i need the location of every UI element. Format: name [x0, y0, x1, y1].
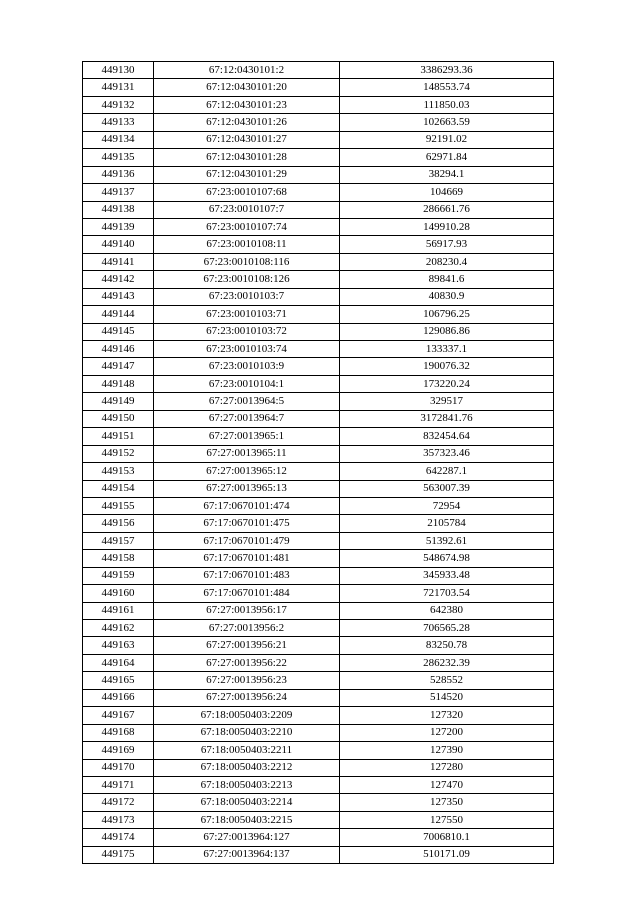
cadastral-number-cell: 67:23:0010103:9 — [154, 358, 340, 375]
value-cell: 62971.84 — [340, 149, 554, 166]
cadastral-number-cell: 67:27:0013965:1 — [154, 428, 340, 445]
row-id-cell: 449137 — [83, 184, 154, 201]
value-cell: 510171.09 — [340, 846, 554, 863]
cadastral-number-cell: 67:23:0010107:7 — [154, 201, 340, 218]
table-row — [83, 428, 554, 445]
table-row — [83, 166, 554, 183]
row-id-cell: 449165 — [83, 672, 154, 689]
row-id-cell: 449160 — [83, 585, 154, 602]
value-cell: 3386293.36 — [340, 62, 554, 79]
cadastral-number-cell: 67:27:0013956:22 — [154, 654, 340, 671]
table-row — [83, 62, 554, 79]
table-row — [83, 515, 554, 532]
value-cell: 133337.1 — [340, 341, 554, 358]
cadastral-number-cell: 67:27:0013964:137 — [154, 846, 340, 863]
row-id-cell: 449142 — [83, 271, 154, 288]
value-cell: 56917.93 — [340, 236, 554, 253]
cadastral-number-cell: 67:27:0013956:2 — [154, 620, 340, 637]
row-id-cell: 449174 — [83, 829, 154, 846]
row-id-cell: 449140 — [83, 236, 154, 253]
cadastral-number-cell: 67:12:0430101:20 — [154, 79, 340, 96]
row-id-cell: 449164 — [83, 654, 154, 671]
cadastral-number-cell: 67:12:0430101:2 — [154, 62, 340, 79]
value-cell: 83250.78 — [340, 637, 554, 654]
value-cell: 127350 — [340, 794, 554, 811]
table-row — [83, 829, 554, 846]
cadastral-number-cell: 67:23:0010107:74 — [154, 218, 340, 235]
value-cell: 102663.59 — [340, 114, 554, 131]
value-cell: 89841.6 — [340, 271, 554, 288]
row-id-cell: 449141 — [83, 253, 154, 270]
row-id-cell: 449150 — [83, 410, 154, 427]
row-id-cell: 449131 — [83, 79, 154, 96]
table-row — [83, 759, 554, 776]
value-cell: 2105784 — [340, 515, 554, 532]
cadastral-number-cell: 67:23:0010108:126 — [154, 271, 340, 288]
value-cell: 104669 — [340, 184, 554, 201]
cadastral-number-cell: 67:27:0013965:13 — [154, 480, 340, 497]
table-row — [83, 794, 554, 811]
value-cell: 345933.48 — [340, 567, 554, 584]
table-row — [83, 96, 554, 113]
table-row — [83, 410, 554, 427]
cadastral-number-cell: 67:17:0670101:474 — [154, 497, 340, 514]
table-row — [83, 79, 554, 96]
cadastral-number-cell: 67:12:0430101:26 — [154, 114, 340, 131]
table-row — [83, 480, 554, 497]
value-cell: 721703.54 — [340, 585, 554, 602]
value-cell: 286661.76 — [340, 201, 554, 218]
table-row — [83, 131, 554, 148]
cadastral-number-cell: 67:27:0013956:21 — [154, 637, 340, 654]
row-id-cell: 449136 — [83, 166, 154, 183]
value-cell: 190076.32 — [340, 358, 554, 375]
table-row — [83, 236, 554, 253]
cadastral-number-cell: 67:18:0050403:2215 — [154, 811, 340, 828]
cadastral-number-cell: 67:23:0010108:11 — [154, 236, 340, 253]
value-cell: 514520 — [340, 689, 554, 706]
table-body — [83, 62, 554, 864]
value-cell: 706565.28 — [340, 620, 554, 637]
cadastral-number-cell: 67:23:0010103:72 — [154, 323, 340, 340]
row-id-cell: 449157 — [83, 532, 154, 549]
value-cell: 148553.74 — [340, 79, 554, 96]
row-id-cell: 449161 — [83, 602, 154, 619]
row-id-cell: 449148 — [83, 375, 154, 392]
cadastral-number-cell: 67:27:0013956:23 — [154, 672, 340, 689]
cadastral-number-cell: 67:27:0013956:17 — [154, 602, 340, 619]
table-row — [83, 375, 554, 392]
table-row — [83, 776, 554, 793]
table-row — [83, 654, 554, 671]
value-cell: 40830.9 — [340, 288, 554, 305]
data-table — [82, 61, 554, 864]
value-cell: 357323.46 — [340, 445, 554, 462]
table-row — [83, 550, 554, 567]
value-cell: 286232.39 — [340, 654, 554, 671]
table-row — [83, 288, 554, 305]
value-cell: 127200 — [340, 724, 554, 741]
cadastral-number-cell: 67:18:0050403:2211 — [154, 742, 340, 759]
value-cell: 38294.1 — [340, 166, 554, 183]
value-cell: 548674.98 — [340, 550, 554, 567]
value-cell: 51392.61 — [340, 532, 554, 549]
row-id-cell: 449172 — [83, 794, 154, 811]
table-row — [83, 585, 554, 602]
cadastral-number-cell: 67:18:0050403:2210 — [154, 724, 340, 741]
value-cell: 642287.1 — [340, 463, 554, 480]
row-id-cell: 449151 — [83, 428, 154, 445]
table-row — [83, 393, 554, 410]
row-id-cell: 449134 — [83, 131, 154, 148]
row-id-cell: 449159 — [83, 567, 154, 584]
table-row — [83, 323, 554, 340]
value-cell: 563007.39 — [340, 480, 554, 497]
cadastral-number-cell: 67:17:0670101:479 — [154, 532, 340, 549]
cadastral-number-cell: 67:12:0430101:23 — [154, 96, 340, 113]
value-cell: 127390 — [340, 742, 554, 759]
table-row — [83, 707, 554, 724]
value-cell: 528552 — [340, 672, 554, 689]
table-row — [83, 742, 554, 759]
value-cell: 127470 — [340, 776, 554, 793]
row-id-cell: 449175 — [83, 846, 154, 863]
cadastral-number-cell: 67:27:0013965:11 — [154, 445, 340, 462]
row-id-cell: 449163 — [83, 637, 154, 654]
row-id-cell: 449162 — [83, 620, 154, 637]
row-id-cell: 449167 — [83, 707, 154, 724]
table-row — [83, 253, 554, 270]
value-cell: 72954 — [340, 497, 554, 514]
value-cell: 208230.4 — [340, 253, 554, 270]
row-id-cell: 449143 — [83, 288, 154, 305]
value-cell: 127320 — [340, 707, 554, 724]
row-id-cell: 449130 — [83, 62, 154, 79]
row-id-cell: 449152 — [83, 445, 154, 462]
table-row — [83, 114, 554, 131]
row-id-cell: 449135 — [83, 149, 154, 166]
table-row — [83, 218, 554, 235]
cadastral-number-cell: 67:23:0010107:68 — [154, 184, 340, 201]
row-id-cell: 449145 — [83, 323, 154, 340]
row-id-cell: 449156 — [83, 515, 154, 532]
table-row — [83, 463, 554, 480]
value-cell: 127280 — [340, 759, 554, 776]
row-id-cell: 449168 — [83, 724, 154, 741]
cadastral-number-cell: 67:17:0670101:483 — [154, 567, 340, 584]
cadastral-number-cell: 67:18:0050403:2214 — [154, 794, 340, 811]
table-row — [83, 445, 554, 462]
table-row — [83, 201, 554, 218]
table-row — [83, 724, 554, 741]
table-row — [83, 620, 554, 637]
row-id-cell: 449149 — [83, 393, 154, 410]
row-id-cell: 449154 — [83, 480, 154, 497]
cadastral-number-cell: 67:23:0010104:1 — [154, 375, 340, 392]
value-cell: 106796.25 — [340, 306, 554, 323]
value-cell: 111850.03 — [340, 96, 554, 113]
value-cell: 173220.24 — [340, 375, 554, 392]
row-id-cell: 449153 — [83, 463, 154, 480]
table-row — [83, 846, 554, 863]
value-cell: 129086.86 — [340, 323, 554, 340]
value-cell: 127550 — [340, 811, 554, 828]
value-cell: 92191.02 — [340, 131, 554, 148]
cadastral-number-cell: 67:18:0050403:2213 — [154, 776, 340, 793]
table-row — [83, 341, 554, 358]
cadastral-number-cell: 67:23:0010103:71 — [154, 306, 340, 323]
cadastral-number-cell: 67:23:0010108:116 — [154, 253, 340, 270]
row-id-cell: 449132 — [83, 96, 154, 113]
row-id-cell: 449169 — [83, 742, 154, 759]
cadastral-number-cell: 67:12:0430101:29 — [154, 166, 340, 183]
value-cell: 149910.28 — [340, 218, 554, 235]
cadastral-number-cell: 67:18:0050403:2209 — [154, 707, 340, 724]
table-row — [83, 497, 554, 514]
table-row — [83, 149, 554, 166]
table-row — [83, 602, 554, 619]
table-row — [83, 271, 554, 288]
cadastral-number-cell: 67:27:0013964:5 — [154, 393, 340, 410]
row-id-cell: 449144 — [83, 306, 154, 323]
table-row — [83, 184, 554, 201]
table-row — [83, 689, 554, 706]
cadastral-number-cell: 67:23:0010103:7 — [154, 288, 340, 305]
table-row — [83, 358, 554, 375]
row-id-cell: 449133 — [83, 114, 154, 131]
cadastral-number-cell: 67:27:0013964:7 — [154, 410, 340, 427]
row-id-cell: 449155 — [83, 497, 154, 514]
row-id-cell: 449146 — [83, 341, 154, 358]
value-cell: 3172841.76 — [340, 410, 554, 427]
cadastral-number-cell: 67:17:0670101:484 — [154, 585, 340, 602]
table-row — [83, 672, 554, 689]
cadastral-number-cell: 67:27:0013964:127 — [154, 829, 340, 846]
value-cell: 832454.64 — [340, 428, 554, 445]
row-id-cell: 449166 — [83, 689, 154, 706]
row-id-cell: 449147 — [83, 358, 154, 375]
cadastral-number-cell: 67:17:0670101:475 — [154, 515, 340, 532]
value-cell: 7006810.1 — [340, 829, 554, 846]
value-cell: 329517 — [340, 393, 554, 410]
table-row — [83, 532, 554, 549]
cadastral-number-cell: 67:17:0670101:481 — [154, 550, 340, 567]
cadastral-number-cell: 67:27:0013965:12 — [154, 463, 340, 480]
row-id-cell: 449139 — [83, 218, 154, 235]
cadastral-number-cell: 67:12:0430101:27 — [154, 131, 340, 148]
table-row — [83, 811, 554, 828]
cadastral-number-cell: 67:12:0430101:28 — [154, 149, 340, 166]
row-id-cell: 449173 — [83, 811, 154, 828]
cadastral-number-cell: 67:18:0050403:2212 — [154, 759, 340, 776]
table-row — [83, 637, 554, 654]
value-cell: 642380 — [340, 602, 554, 619]
row-id-cell: 449171 — [83, 776, 154, 793]
row-id-cell: 449170 — [83, 759, 154, 776]
cadastral-number-cell: 67:27:0013956:24 — [154, 689, 340, 706]
cadastral-number-cell: 67:23:0010103:74 — [154, 341, 340, 358]
table-row — [83, 567, 554, 584]
table-row — [83, 306, 554, 323]
row-id-cell: 449158 — [83, 550, 154, 567]
row-id-cell: 449138 — [83, 201, 154, 218]
